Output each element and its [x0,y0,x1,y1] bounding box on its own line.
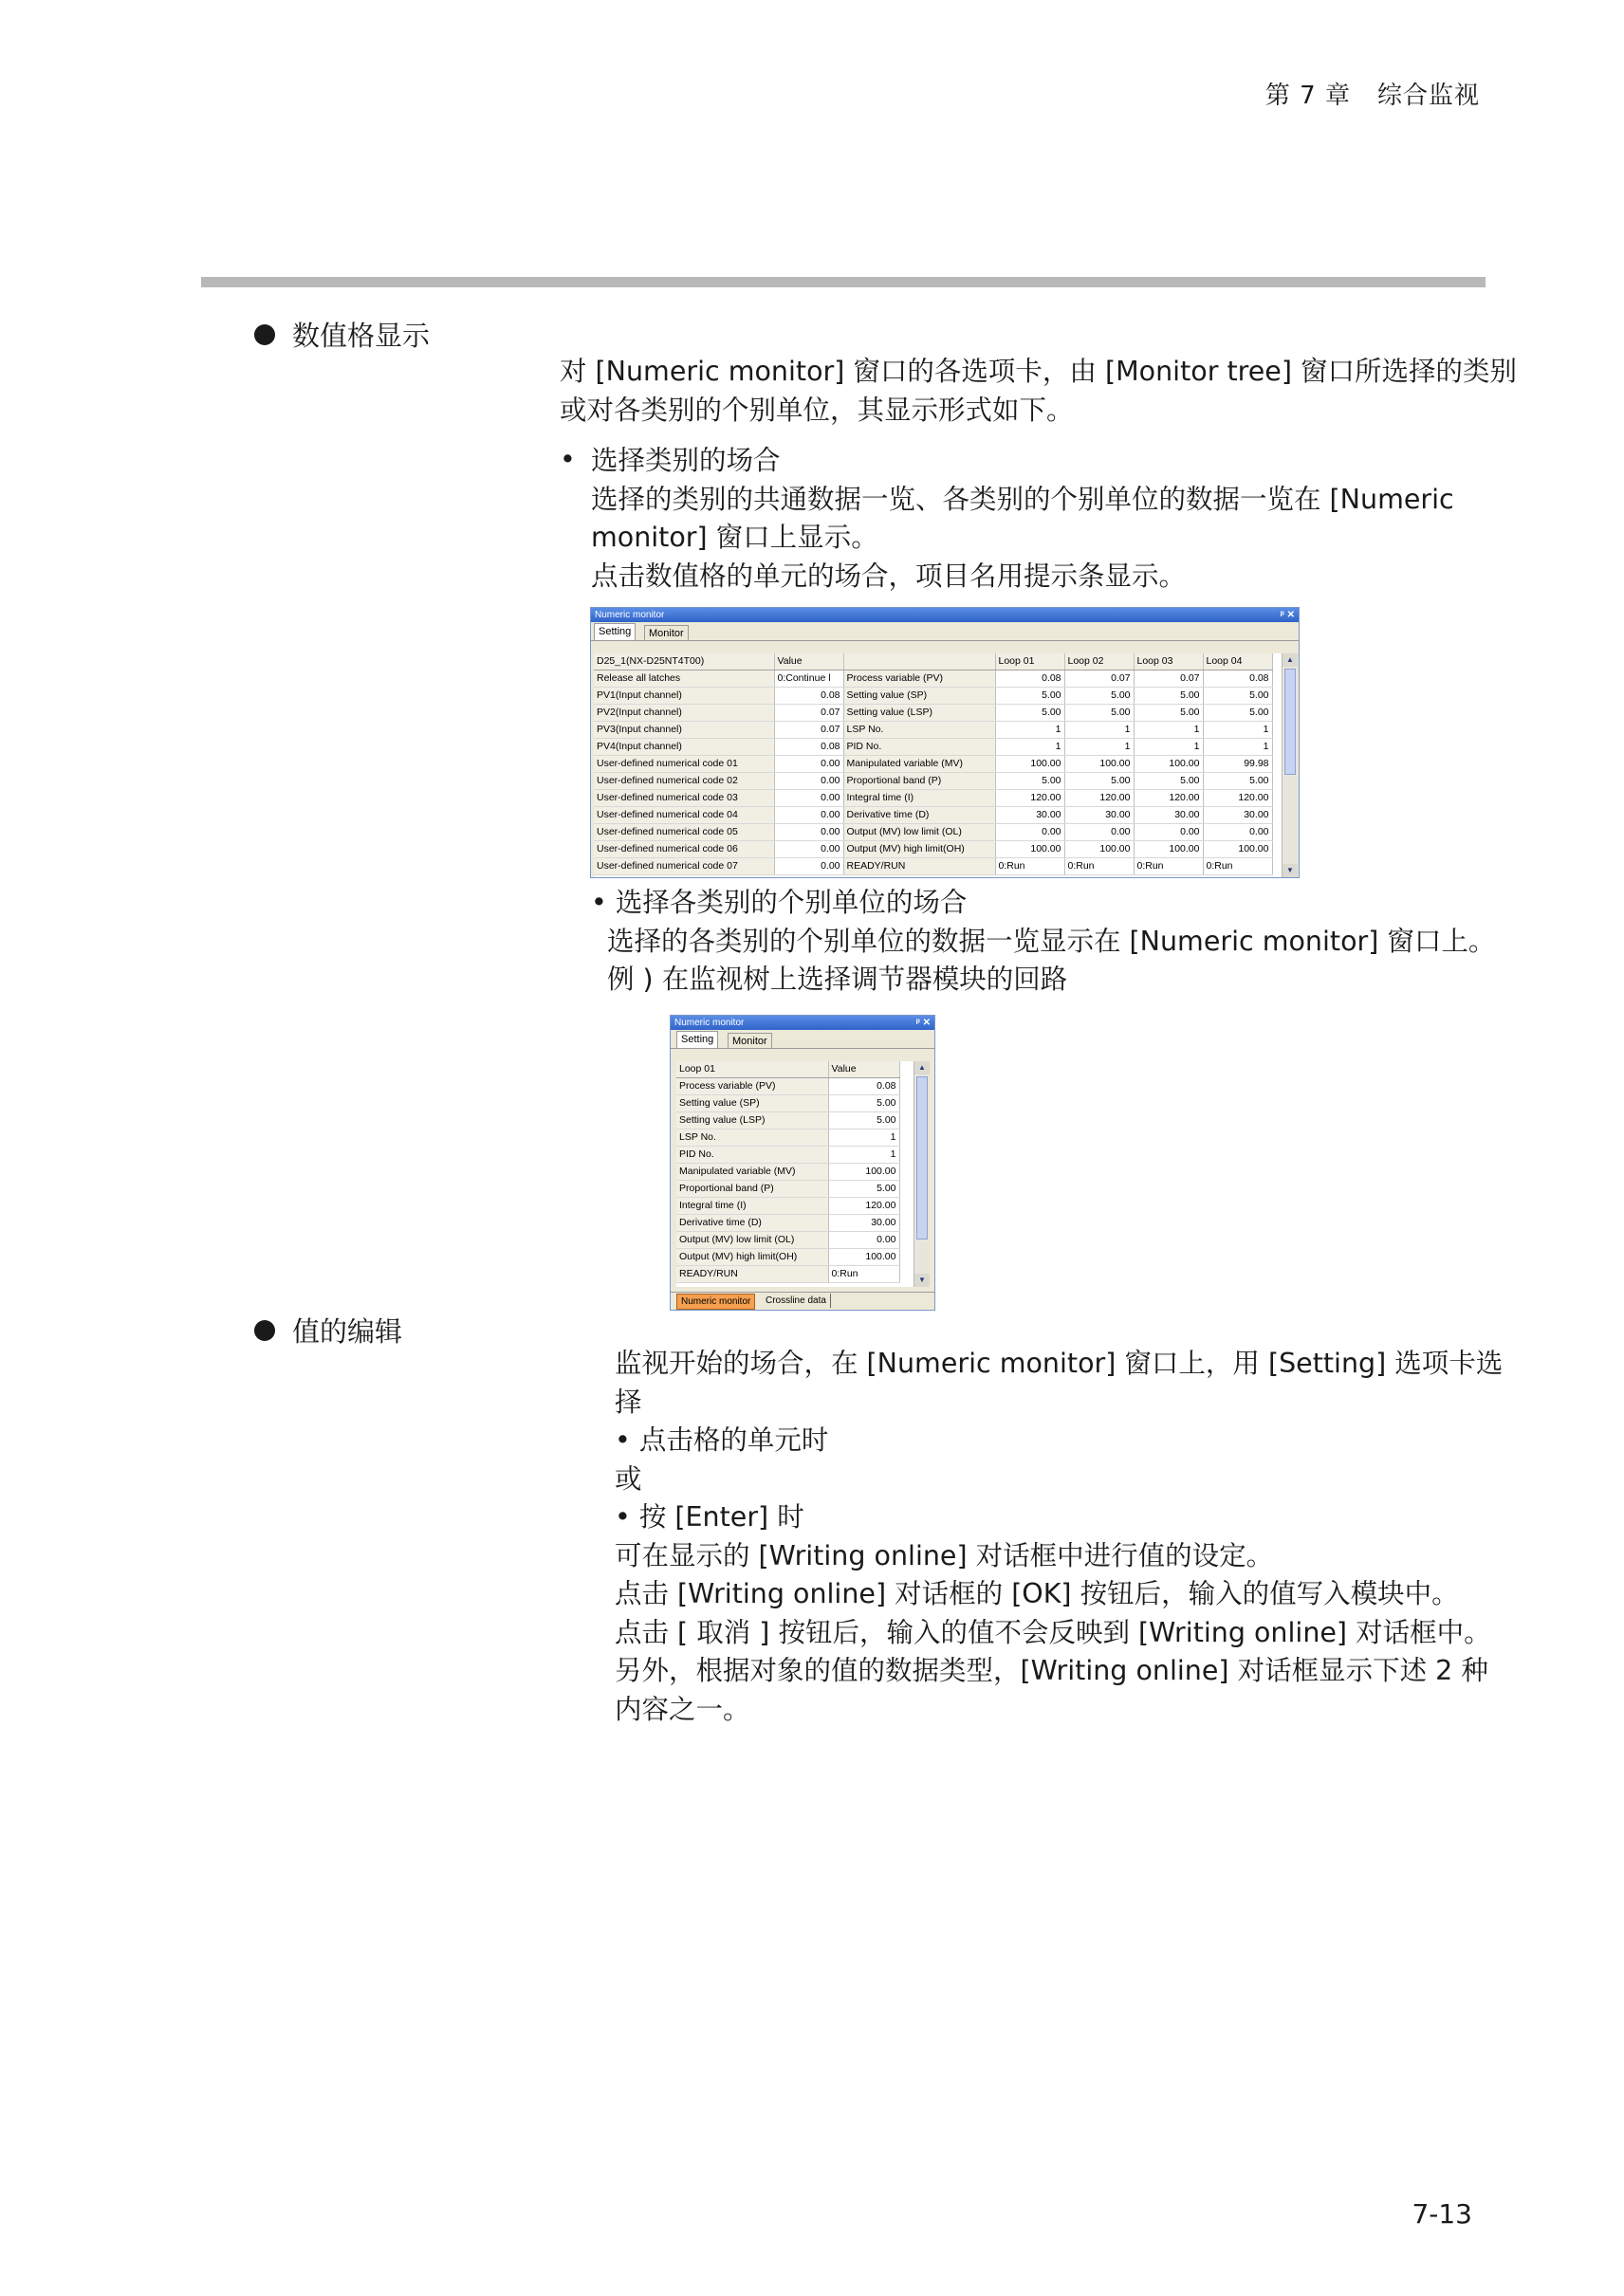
value-cell[interactable]: 0.08 [828,1078,899,1095]
table-row [594,807,1272,824]
section-heading-numeric-grid [254,315,430,354]
value-cell[interactable]: 5.00 [995,773,1064,790]
value-cell[interactable]: 5.00 [1064,773,1134,790]
tab-monitor[interactable]: Monitor [728,1033,772,1048]
bullet-line: 选择的各类别的个别单位的数据一览显示在 [Numeric monitor] 窗口上。 [607,925,1496,957]
scroll-up-icon[interactable]: ▲ [1283,653,1298,667]
value-cell[interactable]: 0.00 [828,1232,899,1249]
item-name-cell: Manipulated variable (MV) [843,756,995,773]
scroll-up-icon[interactable]: ▲ [914,1061,930,1075]
item-name-cell: User-defined numerical code 04 [594,807,774,824]
value-cell[interactable]: 1 [1203,722,1272,739]
item-name-cell: Release all latches [594,670,774,688]
value-cell[interactable]: 0.00 [774,858,843,875]
table-row [676,1266,899,1283]
table-row [676,1130,899,1147]
running-header [1239,76,1480,111]
value-cell[interactable]: 5.00 [828,1112,899,1130]
bullet-title: • 选择各类别的个别单位的场合 [591,887,968,918]
table-row [594,705,1272,722]
value-cell[interactable]: 0.07 [774,705,843,722]
value-cell[interactable]: 100.00 [995,756,1064,773]
item-name-cell: Process variable (PV) [843,670,995,688]
text-line: 点击 [ 取消 ] 按钮后，输入的值不会反映到 [Writing online] 对话框中。 [615,1616,1491,1648]
value-cell[interactable]: 1 [1064,739,1134,756]
item-name-cell: Proportional band (P) [843,773,995,790]
table-row [676,1078,899,1095]
table-row [676,1198,899,1215]
table-row [676,1215,899,1232]
numeric-monitor-window-category [590,607,1300,878]
value-cell[interactable]: 5.00 [995,688,1064,705]
value-cell[interactable]: 0.07 [1134,670,1203,688]
value-cell[interactable]: 0.08 [774,688,843,705]
window-buttons-icon[interactable]: ᵖ ✕ [1280,610,1295,620]
table-row [594,858,1272,875]
value-cell[interactable]: 1 [828,1147,899,1164]
bullet-title: 选择类别的场合 [591,445,781,476]
window-title: Numeric monitor [595,610,665,620]
value-cell[interactable]: 0:Run [1134,858,1203,875]
value-cell[interactable]: 0.00 [774,807,843,824]
bottom-tab-strip [671,1292,934,1310]
table-row [676,1181,899,1198]
numeric-grid [676,1061,914,1287]
numeric-monitor-window-loop [670,1015,935,1311]
value-cell[interactable]: 0.00 [995,824,1064,841]
scroll-down-icon[interactable]: ▼ [914,1274,930,1287]
value-cell[interactable]: 1 [1134,739,1203,756]
tab-strip [591,622,1299,641]
value-cell[interactable]: 100.00 [828,1249,899,1266]
text-line: • 按 [Enter] 时 [615,1501,804,1533]
value-cell[interactable]: 120.00 [1064,790,1134,807]
table-header-cell: Value [774,653,843,670]
item-name-cell: Output (MV) high limit(OH) [676,1249,828,1266]
value-cell[interactable]: 0.00 [1064,824,1134,841]
scroll-thumb[interactable] [916,1076,928,1240]
item-name-cell: User-defined numerical code 01 [594,756,774,773]
value-cell[interactable]: 0:Run [1064,858,1134,875]
item-name-cell: PV1(Input channel) [594,688,774,705]
value-cell[interactable]: 30.00 [995,807,1064,824]
section-heading-text: 值的编辑 [292,1315,403,1348]
window-titlebar [671,1016,934,1030]
value-cell[interactable]: 5.00 [828,1181,899,1198]
value-cell[interactable]: 120.00 [828,1198,899,1215]
item-name-cell: Setting value (SP) [676,1095,828,1112]
bullet-line: monitor] 窗口上显示。 [591,522,878,553]
value-cell[interactable]: 5.00 [1203,688,1272,705]
bullet-line: 例 ) 在监视树上选择调节器模块的回路 [607,964,1068,995]
header-rule [201,277,1486,287]
bullet-line: 选择的类别的共通数据一览、各类别的个别单位的数据一览在 [Numeric [591,483,1454,515]
item-name-cell: User-defined numerical code 07 [594,858,774,875]
table-row [594,790,1272,807]
item-name-cell: PV3(Input channel) [594,722,774,739]
intro-line: 或对各类别的个别单位，其显示形式如下。 [560,394,1074,426]
section-heading-text: 数值格显示 [292,320,431,352]
tab-crossline-data[interactable]: Crossline data [762,1294,831,1308]
item-name-cell: Output (MV) high limit(OH) [843,841,995,858]
table-row [594,824,1272,841]
value-cell[interactable]: 0.00 [774,824,843,841]
item-name-cell: PID No. [843,739,995,756]
tab-setting[interactable]: Setting [594,623,636,640]
window-title: Numeric monitor [674,1018,745,1028]
value-cell[interactable]: 5.00 [1134,705,1203,722]
bullet-marker: • [560,444,576,475]
table-header-cell: Loop 01 [995,653,1064,670]
page-number: 7-13 [1412,2198,1472,2230]
item-name-cell: User-defined numerical code 05 [594,824,774,841]
table-header-cell: D25_1(NX-D25NT4T00) [594,653,774,670]
value-cell[interactable]: 100.00 [1134,841,1203,858]
item-name-cell: Output (MV) low limit (OL) [676,1232,828,1249]
value-cell[interactable]: 100.00 [828,1164,899,1181]
table-row [676,1164,899,1181]
value-cell[interactable]: 1 [828,1130,899,1147]
item-name-cell: Setting value (LSP) [843,705,995,722]
table-header-cell: Loop 04 [1203,653,1272,670]
bullet-dot-icon [254,1320,275,1341]
value-cell[interactable]: 30.00 [1064,807,1134,824]
table-row [676,1147,899,1164]
item-name-cell: LSP No. [676,1130,828,1147]
item-name-cell: READY/RUN [843,858,995,875]
item-name-cell: Output (MV) low limit (OL) [843,824,995,841]
numeric-table [594,653,1273,875]
value-cell[interactable]: 5.00 [828,1095,899,1112]
tab-numeric-monitor[interactable]: Numeric monitor [676,1294,755,1310]
scroll-thumb[interactable] [1284,669,1296,775]
value-cell[interactable]: 0.08 [995,670,1064,688]
value-cell[interactable]: 1 [995,739,1064,756]
table-row [676,1095,899,1112]
value-cell[interactable]: 100.00 [1134,756,1203,773]
table-row [594,722,1272,739]
value-cell[interactable]: 120.00 [1134,790,1203,807]
value-cell[interactable]: 0:Run [995,858,1064,875]
value-cell[interactable]: 0.00 [774,841,843,858]
text-line: 可在显示的 [Writing online] 对话框中进行值的设定。 [615,1539,1274,1571]
value-cell[interactable]: 100.00 [995,841,1064,858]
table-row [594,773,1272,790]
value-cell[interactable]: 100.00 [1203,841,1272,858]
text-line: 另外，根据对象的值的数据类型，[Writing online] 对话框显示下述 2 种 [615,1655,1488,1686]
value-cell[interactable]: 30.00 [1134,807,1203,824]
table-header-cell [843,653,995,670]
item-name-cell: Integral time (I) [676,1198,828,1215]
value-cell[interactable]: 100.00 [1064,756,1134,773]
table-header-cell: Loop 01 [676,1061,828,1078]
value-cell[interactable]: 0.00 [1203,824,1272,841]
item-name-cell: Derivative time (D) [843,807,995,824]
table-header-row [676,1061,899,1078]
value-cell[interactable]: 0.07 [1064,670,1134,688]
table-row [594,688,1272,705]
item-name-cell: Process variable (PV) [676,1078,828,1095]
section-heading-value-edit [254,1311,402,1350]
table-row [676,1112,899,1130]
value-cell[interactable]: 1 [995,722,1064,739]
tab-monitor[interactable]: Monitor [644,625,689,640]
item-name-cell: Proportional band (P) [676,1181,828,1198]
value-cell[interactable]: 0.00 [774,756,843,773]
numeric-grid [594,653,1282,877]
value-cell[interactable]: 0.08 [774,739,843,756]
value-cell[interactable]: 120.00 [1203,790,1272,807]
value-cell[interactable]: 0.00 [774,773,843,790]
item-name-cell: Setting value (SP) [843,688,995,705]
table-header-cell: Loop 02 [1064,653,1134,670]
value-cell[interactable]: 0:Run [828,1266,899,1283]
bullet-line: 点击数值格的单元的场合，项目名用提示条显示。 [591,560,1187,592]
value-cell[interactable]: 1 [1134,722,1203,739]
value-cell[interactable]: 0:Continue l [774,670,843,688]
table-row [676,1249,899,1266]
value-cell[interactable]: 1 [1064,722,1134,739]
value-cell[interactable]: 30.00 [828,1215,899,1232]
value-cell[interactable]: 5.00 [1203,705,1272,722]
item-name-cell: User-defined numerical code 03 [594,790,774,807]
table-header-row [594,653,1272,670]
scroll-down-icon[interactable]: ▼ [1283,864,1298,877]
value-cell[interactable]: 0.00 [1134,824,1203,841]
chapter-title: 综合监视 [1376,82,1480,110]
item-name-cell: PV4(Input channel) [594,739,774,756]
item-name-cell: Integral time (I) [843,790,995,807]
vertical-scrollbar[interactable] [1282,653,1298,877]
item-name-cell: Derivative time (D) [676,1215,828,1232]
text-line: 监视开始的场合，在 [Numeric monitor] 窗口上，用 [Setting] 选项卡选 [615,1348,1504,1379]
vertical-scrollbar[interactable] [914,1061,930,1287]
tab-strip [671,1030,934,1049]
text-line: • 点击格的单元时 [615,1424,829,1456]
item-name-cell: PV2(Input channel) [594,705,774,722]
item-name-cell: User-defined numerical code 02 [594,773,774,790]
text-line: 择 [615,1386,642,1418]
text-line: 或 [615,1462,642,1495]
table-header-cell: Value [828,1061,899,1078]
window-buttons-icon[interactable]: ᵖ ✕ [915,1018,931,1028]
text-line: 内容之一。 [615,1693,750,1725]
bullet-category [591,442,1454,596]
value-cell[interactable]: 5.00 [1203,773,1272,790]
chapter-number: 第 7 章 [1264,82,1351,110]
value-cell[interactable]: 120.00 [995,790,1064,807]
table-row [594,756,1272,773]
numeric-table [676,1061,900,1283]
value-cell[interactable]: 0.08 [1203,670,1272,688]
value-edit-paragraph [615,1345,1503,1729]
value-cell[interactable]: 5.00 [1064,705,1134,722]
intro-paragraph [560,353,1517,430]
bullet-dot-icon [254,324,275,345]
tab-setting[interactable]: Setting [676,1031,718,1048]
value-cell[interactable]: 30.00 [1203,807,1272,824]
intro-line: 对 [Numeric monitor] 窗口的各选项卡，由 [Monitor tree] 窗口所选择的类别 [560,356,1517,387]
value-cell[interactable]: 5.00 [1064,688,1134,705]
item-name-cell: Manipulated variable (MV) [676,1164,828,1181]
bullet-unit [591,884,1495,1000]
value-cell[interactable]: 5.00 [1134,773,1203,790]
text-line: 点击 [Writing online] 对话框的 [OK] 按钮后，输入的值写入模块中。 [615,1578,1459,1609]
value-cell[interactable]: 0:Run [1203,858,1272,875]
value-cell[interactable]: 5.00 [1134,688,1203,705]
item-name-cell: READY/RUN [676,1266,828,1283]
value-cell[interactable]: 0.07 [774,722,843,739]
value-cell[interactable]: 1 [1203,739,1272,756]
item-name-cell: Setting value (LSP) [676,1112,828,1130]
item-name-cell: PID No. [676,1147,828,1164]
value-cell[interactable]: 0.00 [774,790,843,807]
item-name-cell: LSP No. [843,722,995,739]
value-cell[interactable]: 100.00 [1064,841,1134,858]
value-cell[interactable]: 5.00 [995,705,1064,722]
table-header-cell: Loop 03 [1134,653,1203,670]
value-cell[interactable]: 99.98 [1203,756,1272,773]
table-row [594,670,1272,688]
table-row [676,1232,899,1249]
window-titlebar [591,608,1299,622]
item-name-cell: User-defined numerical code 06 [594,841,774,858]
table-row [594,739,1272,756]
table-row [594,841,1272,858]
